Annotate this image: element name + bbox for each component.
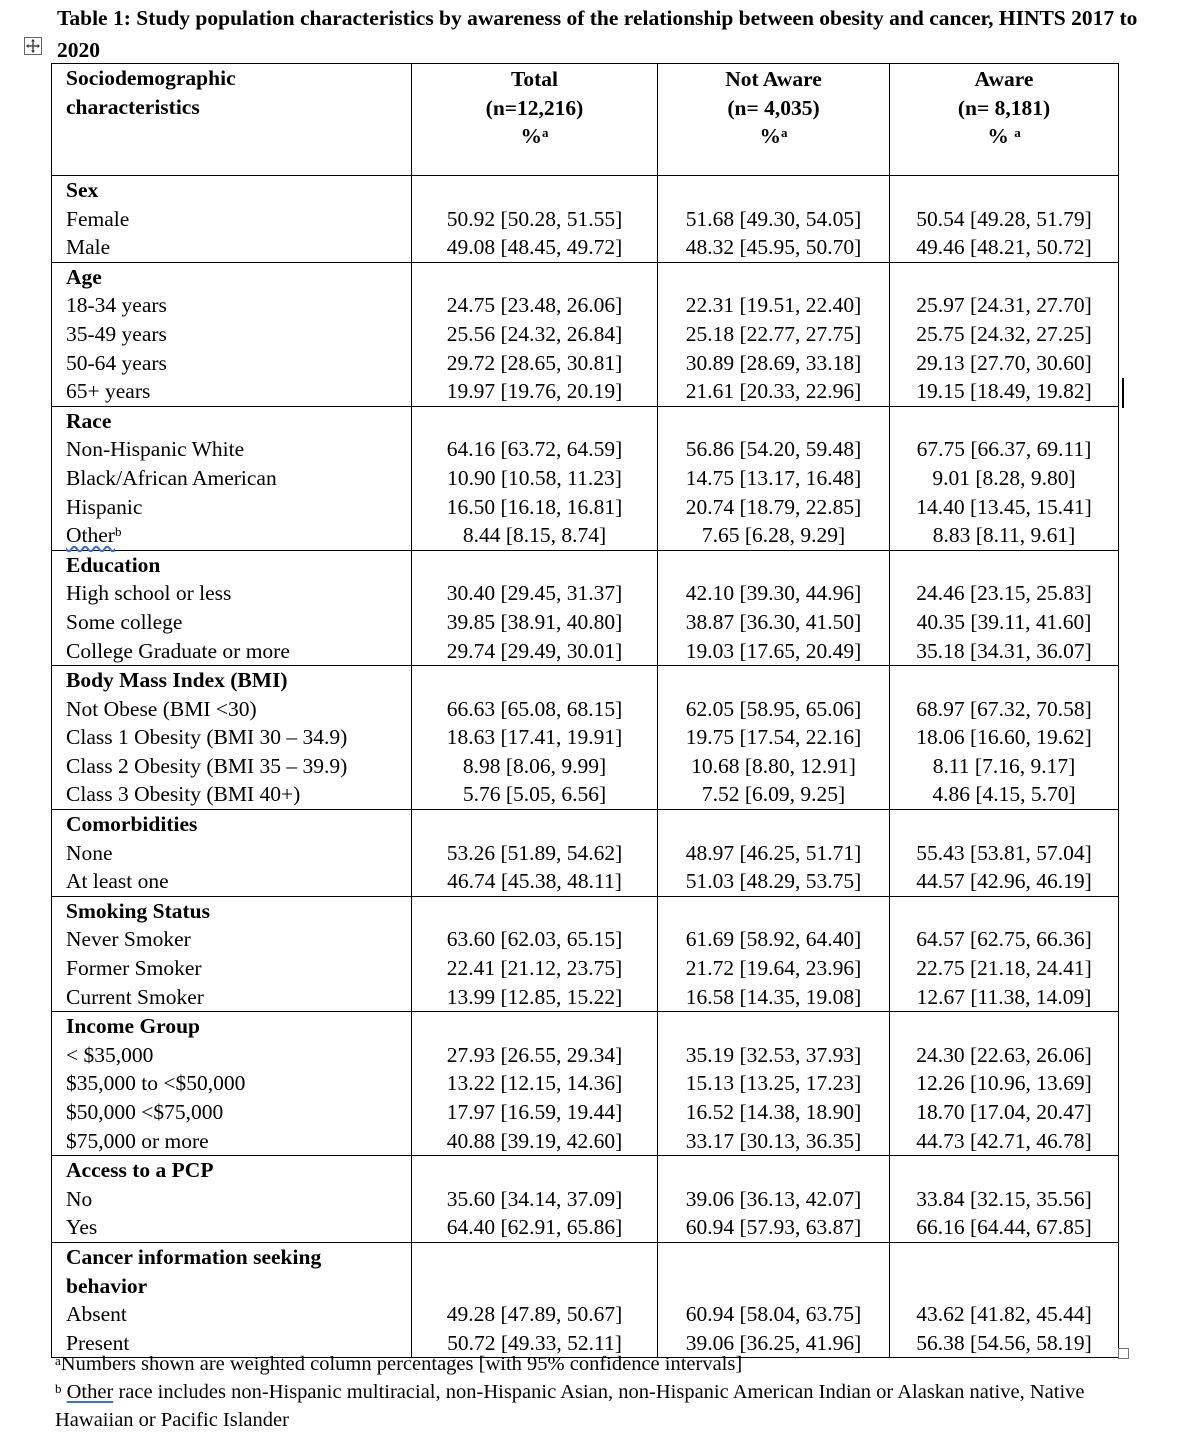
header-aware-label: Aware: [974, 67, 1034, 91]
blank-line: [412, 1156, 657, 1185]
section-label-cell: [52, 406, 412, 550]
blank-line: [890, 666, 1118, 695]
aware-value: 40.35 [39.11, 41.60]: [916, 609, 1092, 634]
aware-value: 25.75 [24.32, 27.25]: [916, 321, 1092, 346]
header-row: [52, 64, 1119, 176]
aware-value: 67.75 [66.37, 69.11]: [916, 437, 1092, 462]
total-value: 49.28 [47.89, 50.67]: [446, 1302, 623, 1327]
row-label-text: 65+ years: [66, 379, 151, 404]
total-value: 22.41 [21.12, 23.75]: [446, 956, 623, 981]
section-heading: Access to a PCP: [66, 1158, 214, 1183]
aware-value: 4.86 [4.15, 5.70]: [932, 782, 1076, 807]
section-not-aware-cell: [658, 262, 890, 406]
blank-line: [890, 810, 1118, 839]
not-aware-value: 48.32 [45.95, 50.70]: [685, 235, 862, 260]
section-total-cell: [412, 262, 658, 406]
row-label: [66, 1185, 411, 1214]
row-label: [66, 752, 411, 781]
row-label: [66, 579, 411, 608]
table-move-handle-icon[interactable]: [24, 37, 42, 55]
not-aware-value: 22.31 [19.51, 22.40]: [685, 293, 862, 318]
header-col0-line2: characteristics: [66, 94, 200, 119]
footnote-b-lead: Other: [66, 1381, 114, 1403]
header-total-unit: %$^a$: [520, 124, 549, 149]
total-value: 30.40 [29.45, 31.37]: [446, 581, 623, 606]
aware-value: 35.18 [34.31, 36.07]: [916, 638, 1092, 663]
row-label-text: High school or less: [66, 581, 232, 606]
blank-line: [412, 666, 657, 695]
header-total-n: (n=12,216): [485, 95, 584, 120]
row-label-text: At least one: [66, 869, 169, 894]
section-total-cell: [412, 666, 658, 810]
section-heading: Smoking Status: [66, 898, 210, 923]
header-total: [412, 64, 658, 176]
aware-value: 64.57 [62.75, 66.36]: [916, 927, 1092, 952]
section-total-cell: [412, 176, 658, 263]
header-aware-n: (n= 8,181): [957, 95, 1051, 120]
footnote-b-text: race includes non-Hispanic multiracial, non-Hispanic Asian, non-Hispanic American Indian or Alaskan native, Native Hawaiian or Pacific Islander: [55, 1381, 1085, 1431]
not-aware-value: 51.68 [49.30, 54.05]: [685, 206, 862, 231]
section-row: [52, 896, 1119, 1011]
aware-value: 50.54 [49.28, 51.79]: [916, 206, 1092, 231]
section-label-cell: [52, 1156, 412, 1243]
blank-line: [658, 1012, 889, 1041]
not-aware-value: 60.94 [58.04, 63.75]: [685, 1302, 862, 1327]
header-not-aware: [658, 64, 890, 176]
blank-line: [658, 1156, 889, 1185]
section-not-aware-cell: [658, 176, 890, 263]
total-value: 8.44 [8.15, 8.74]: [462, 523, 607, 548]
footnote-a: [55, 1350, 1165, 1378]
total-value: 17.97 [16.59, 19.44]: [446, 1100, 623, 1124]
aware-value: 18.70 [17.04, 20.47]: [916, 1100, 1092, 1124]
row-label: [66, 464, 411, 493]
total-value: 66.63 [65.08, 68.15]: [446, 696, 623, 721]
section-total-cell: [412, 1012, 658, 1156]
total-value: 35.60 [34.14, 37.09]: [446, 1186, 623, 1211]
row-label-text: Non-Hispanic White: [66, 437, 245, 462]
total-value: 24.75 [23.48, 26.06]: [446, 293, 623, 318]
aware-value: 55.43 [53.81, 57.04]: [916, 840, 1092, 865]
section-heading: Race: [66, 408, 112, 433]
row-label-text: Never Smoker: [66, 927, 191, 952]
section-row: [52, 262, 1119, 406]
table-resize-handle-icon[interactable]: [1118, 1348, 1129, 1359]
section-heading: Income Group: [66, 1014, 200, 1039]
row-label-text: Class 2 Obesity (BMI 35 – 39.9): [66, 753, 348, 778]
aware-value: 24.30 [22.63, 26.06]: [916, 1042, 1092, 1067]
total-value: 63.60 [62.03, 65.15]: [446, 927, 623, 952]
aware-value: 8.83 [8.11, 9.61]: [932, 523, 1076, 548]
not-aware-value: 60.94 [57.93, 63.87]: [685, 1215, 862, 1240]
row-label: [66, 723, 411, 752]
section-aware-cell: [890, 262, 1119, 406]
not-aware-value: 19.03 [17.65, 20.49]: [685, 638, 862, 663]
footnote-b-mark: b: [55, 1381, 62, 1396]
section-not-aware-cell: [658, 810, 890, 897]
row-label: [66, 349, 411, 378]
row-label-text: Hispanic: [66, 494, 143, 519]
blank-line: [890, 897, 1118, 926]
aware-value: 66.16 [64.44, 67.85]: [916, 1215, 1092, 1240]
section-aware-cell: [890, 550, 1119, 665]
blank-line: [412, 1012, 657, 1041]
row-label-text: 18-34 years: [66, 293, 167, 318]
not-aware-value: 39.06 [36.25, 41.96]: [685, 1330, 862, 1355]
row-label: [66, 233, 411, 262]
section-heading: Comorbidities: [66, 812, 198, 837]
blank-line: [890, 263, 1118, 292]
total-value: 13.99 [12.85, 15.22]: [446, 984, 623, 1009]
total-value: 10.90 [10.58, 11.23]: [447, 465, 622, 490]
footnote-a-mark: a: [55, 1353, 61, 1368]
total-value: 50.72 [49.33, 52.11]: [447, 1330, 622, 1355]
row-label-text: Current Smoker: [66, 984, 204, 1009]
row-label-text: Present: [66, 1330, 130, 1355]
row-label: [66, 983, 411, 1012]
section-aware-cell: [890, 1012, 1119, 1156]
row-label-text: No: [66, 1186, 93, 1211]
row-label-text: Other: [66, 523, 115, 548]
section-row: [52, 666, 1119, 810]
aware-value: 12.67 [11.38, 14.09]: [916, 984, 1092, 1009]
aware-value: 33.84 [32.15, 35.56]: [916, 1186, 1092, 1211]
row-label-text: Male: [66, 235, 111, 260]
blank-line: [890, 1272, 1118, 1301]
row-label: [66, 1041, 411, 1070]
aware-value: 44.73 [42.71, 46.78]: [916, 1128, 1092, 1153]
aware-value: 22.75 [21.18, 24.41]: [916, 956, 1092, 981]
section-not-aware-cell: [658, 1242, 890, 1357]
row-label-text: College Graduate or more: [66, 638, 290, 663]
blank-line: [412, 407, 657, 436]
section-label-cell: [52, 176, 412, 263]
row-label-text: $75,000 or more: [66, 1128, 209, 1153]
not-aware-value: 42.10 [39.30, 44.96]: [685, 581, 862, 606]
section-heading: Cancer information seeking: [66, 1244, 322, 1269]
total-value: 64.16 [63.72, 64.59]: [446, 437, 623, 462]
section-not-aware-cell: [658, 666, 890, 810]
section-row: [52, 1156, 1119, 1243]
row-label-text: $50,000 <$75,000: [66, 1100, 224, 1124]
not-aware-value: 16.58 [14.35, 19.08]: [685, 984, 862, 1009]
header-aware-unit: % $^a$: [987, 124, 1021, 149]
total-value: 29.74 [29.49, 30.01]: [446, 638, 623, 663]
row-label-text: Absent: [66, 1302, 127, 1327]
section-aware-cell: [890, 176, 1119, 263]
row-label: [66, 320, 411, 349]
not-aware-value: 21.72 [19.64, 23.96]: [685, 956, 862, 981]
section-not-aware-cell: [658, 896, 890, 1011]
not-aware-value: 25.18 [22.77, 27.75]: [685, 321, 862, 346]
not-aware-value: 19.75 [17.54, 22.16]: [685, 725, 862, 750]
blank-line: [658, 407, 889, 436]
text-cursor: [1122, 378, 1124, 408]
section-row: [52, 1012, 1119, 1156]
row-label: [66, 291, 411, 320]
section-label-cell: [52, 666, 412, 810]
total-value: 29.72 [28.65, 30.81]: [446, 350, 623, 375]
row-label: [66, 1127, 411, 1156]
aware-value: 43.62 [41.82, 45.44]: [916, 1302, 1092, 1327]
header-not-aware-n: (n= 4,035): [727, 95, 820, 120]
row-label-text: Yes: [66, 1215, 98, 1240]
row-label-text: Some college: [66, 609, 183, 634]
row-label-text: None: [66, 840, 113, 865]
row-label: [66, 925, 411, 954]
blank-line: [658, 897, 889, 926]
not-aware-value: 10.68 [8.80, 12.91]: [691, 753, 856, 778]
section-aware-cell: [890, 406, 1119, 550]
total-value: 25.56 [24.32, 26.84]: [446, 321, 623, 346]
not-aware-value: 7.52 [6.09, 9.25]: [701, 782, 846, 807]
section-heading: Body Mass Index (BMI): [66, 668, 288, 693]
total-value: 39.85 [38.91, 40.80]: [446, 609, 623, 634]
total-value: 64.40 [62.91, 65.86]: [446, 1215, 623, 1240]
section-heading: Sex: [66, 178, 99, 202]
header-aware: [890, 64, 1119, 176]
total-value: 19.97 [19.76, 20.19]: [446, 379, 623, 404]
row-label-text: Class 3 Obesity (BMI 40+): [66, 782, 301, 807]
section-row: [52, 176, 1119, 263]
section-not-aware-cell: [658, 1156, 890, 1243]
header-not-aware-label: Not Aware: [725, 67, 822, 91]
blank-line: [658, 1272, 889, 1301]
row-label-text: Black/African American: [66, 465, 277, 490]
total-value: 40.88 [39.19, 42.60]: [446, 1128, 623, 1153]
row-label: [66, 637, 411, 666]
row-label: [66, 1300, 411, 1329]
total-value: 27.93 [26.55, 29.34]: [446, 1042, 623, 1067]
section-aware-cell: [890, 666, 1119, 810]
row-label: [66, 780, 411, 809]
row-label-text: Former Smoker: [66, 956, 202, 981]
row-label: [66, 377, 411, 406]
blank-line: [412, 1243, 657, 1272]
blank-line: [658, 176, 889, 205]
blank-line: [658, 1243, 889, 1272]
section-label-cell: [52, 810, 412, 897]
blank-line: [890, 1156, 1118, 1185]
row-label-text: < $35,000: [66, 1042, 154, 1067]
aware-value: 29.13 [27.70, 30.60]: [916, 350, 1092, 375]
not-aware-value: 35.19 [32.53, 37.93]: [685, 1042, 862, 1067]
section-aware-cell: [890, 810, 1119, 897]
aware-value: 49.46 [48.21, 50.72]: [916, 235, 1092, 260]
not-aware-value: 30.89 [28.69, 33.18]: [685, 350, 862, 375]
blank-line: [890, 176, 1118, 205]
aware-value: 12.26 [10.96, 13.69]: [916, 1071, 1092, 1096]
row-label: [66, 954, 411, 983]
section-label-cell: [52, 896, 412, 1011]
section-total-cell: [412, 810, 658, 897]
blank-line: [658, 263, 889, 292]
section-aware-cell: [890, 896, 1119, 1011]
blank-line: [412, 176, 657, 205]
aware-value: 9.01 [8.28, 9.80]: [932, 465, 1076, 490]
row-label-text: Not Obese (BMI <30): [66, 696, 257, 721]
row-label: [66, 839, 411, 868]
section-total-cell: [412, 1242, 658, 1357]
section-total-cell: [412, 550, 658, 665]
not-aware-value: 62.05 [58.95, 65.06]: [685, 696, 862, 721]
section-row: [52, 810, 1119, 897]
section-label-cell: [52, 550, 412, 665]
total-value: 46.74 [45.38, 48.11]: [447, 869, 622, 894]
blank-line: [412, 897, 657, 926]
row-label-text: $35,000 to <$50,000: [66, 1071, 246, 1096]
not-aware-value: 61.69 [58.92, 64.40]: [685, 927, 862, 952]
row-label-text: Class 1 Obesity (BMI 30 – 34.9): [66, 725, 348, 750]
section-not-aware-cell: [658, 406, 890, 550]
header-not-aware-unit: %$^a$: [759, 124, 788, 149]
row-label-text: Female: [66, 206, 130, 231]
row-label: [66, 1069, 411, 1098]
section-row: [52, 1242, 1119, 1357]
section-aware-cell: [890, 1156, 1119, 1243]
aware-value: 44.57 [42.96, 46.19]: [916, 869, 1092, 894]
section-label-cell: [52, 262, 412, 406]
total-value: 53.26 [51.89, 54.62]: [446, 840, 623, 865]
blank-line: [890, 407, 1118, 436]
blank-line: [412, 1272, 657, 1301]
total-value: 18.63 [17.41, 19.91]: [446, 725, 623, 750]
row-label: [66, 867, 411, 896]
not-aware-value: 16.52 [14.38, 18.90]: [685, 1100, 862, 1124]
row-label: [66, 435, 411, 464]
row-label-sup: b: [114, 524, 122, 540]
total-value: 16.50 [16.18, 16.81]: [446, 494, 623, 519]
row-label-text: 35-49 years: [66, 321, 167, 346]
section-total-cell: [412, 1156, 658, 1243]
footnote-b: [55, 1378, 1165, 1434]
blank-line: [412, 263, 657, 292]
aware-value: 18.06 [16.60, 19.62]: [916, 725, 1092, 750]
blank-line: [658, 666, 889, 695]
blank-line: [412, 810, 657, 839]
table-title: Table 1: Study population characteristics by awareness of the relationship between obesity and cancer, HINTS 2017 to 2020: [57, 6, 1138, 62]
not-aware-value: 51.03 [48.29, 53.75]: [685, 869, 862, 894]
total-value: 5.76 [5.05, 6.56]: [462, 782, 607, 807]
aware-value: 8.11 [7.16, 9.17]: [932, 753, 1076, 778]
header-col0-line1: Sociodemographic: [66, 66, 236, 90]
blank-line: [890, 1012, 1118, 1041]
not-aware-value: 39.06 [36.13, 42.07]: [685, 1186, 862, 1211]
not-aware-value: 38.87 [36.30, 41.50]: [685, 609, 862, 634]
row-label: [66, 608, 411, 637]
row-label: [66, 1098, 411, 1127]
aware-value: 24.46 [23.15, 25.83]: [916, 581, 1092, 606]
total-value: 50.92 [50.28, 51.55]: [446, 206, 623, 231]
aware-value: 68.97 [67.32, 70.58]: [916, 696, 1092, 721]
aware-value: 56.38 [54.56, 58.19]: [916, 1330, 1092, 1355]
characteristics-table: [51, 63, 1119, 1358]
row-label: [66, 521, 411, 550]
aware-value: 25.97 [24.31, 27.70]: [916, 293, 1092, 318]
not-aware-value: 21.61 [20.33, 22.96]: [685, 379, 862, 404]
not-aware-value: 48.97 [46.25, 51.71]: [685, 840, 862, 865]
section-aware-cell: [890, 1242, 1119, 1357]
section-total-cell: [412, 896, 658, 1011]
blank-line: [412, 551, 657, 580]
not-aware-value: 14.75 [13.17, 16.48]: [685, 465, 862, 490]
not-aware-value: 20.74 [18.79, 22.85]: [685, 494, 862, 519]
blank-line: [890, 551, 1118, 580]
section-row: [52, 550, 1119, 665]
section-not-aware-cell: [658, 550, 890, 665]
section-row: [52, 406, 1119, 550]
section-total-cell: [412, 406, 658, 550]
not-aware-value: 15.13 [13.25, 17.23]: [685, 1071, 862, 1096]
row-label: [66, 493, 411, 522]
blank-line: [890, 1243, 1118, 1272]
not-aware-value: 56.86 [54.20, 59.48]: [685, 437, 862, 462]
footnote-a-text: Numbers shown are weighted column percentages [with 95% confidence intervals]: [60, 1353, 743, 1375]
aware-value: 14.40 [13.45, 15.41]: [916, 494, 1092, 519]
aware-value: 19.15 [18.49, 19.82]: [916, 379, 1092, 404]
row-label: [66, 1213, 411, 1242]
row-label-text: 50-64 years: [66, 350, 167, 375]
section-heading: Education: [66, 552, 161, 577]
section-label-cell: [52, 1012, 412, 1156]
not-aware-value: 33.17 [30.13, 36.35]: [685, 1128, 862, 1153]
blank-line: [658, 551, 889, 580]
total-value: 49.08 [48.45, 49.72]: [446, 235, 623, 260]
header-total-label: Total: [511, 67, 558, 91]
section-label-cell: [52, 1242, 412, 1357]
not-aware-value: 7.65 [6.28, 9.29]: [701, 523, 846, 548]
total-value: 8.98 [8.06, 9.99]: [462, 753, 607, 778]
row-label: [66, 695, 411, 724]
section-heading: behavior: [66, 1273, 148, 1298]
header-characteristics: [52, 64, 412, 176]
section-not-aware-cell: [658, 1012, 890, 1156]
blank-line: [658, 810, 889, 839]
row-label: [66, 205, 411, 234]
total-value: 13.22 [12.15, 14.36]: [446, 1071, 623, 1096]
section-heading: Age: [66, 264, 102, 289]
